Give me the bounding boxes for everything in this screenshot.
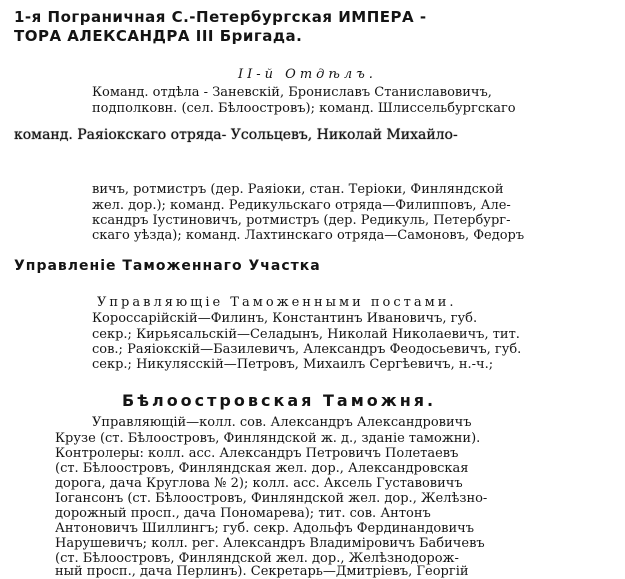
text-line: секр.; Никулясскій—Петровъ, Михаилъ Сергѣевичъ, н.-ч.; [92, 357, 494, 372]
department-subtitle: II-й Отдѣлъ. [238, 67, 377, 82]
text-line: вичъ, ротмистръ (дер. Раяіоки, стан. Теріоки, Финляндской [92, 182, 504, 197]
text-line: Крузе (ст. Бѣлоостровъ, Финляндской ж. д., зданіе таможни). [55, 431, 481, 446]
text-line: секр.; Кирьясальскій—Селадынъ, Николай Николаевичъ, тит. [92, 327, 520, 342]
text-line: сов.; Раяіокскій—Базилевичъ, Александръ Феодосьевичъ, губ. [92, 342, 522, 357]
brigade-title-line1: 1-я Пограничная С.-Петербургская ИМПЕРА - [14, 8, 427, 26]
text-line: Команд. отдѣла - Заневскій, Брониславъ Станиславовичъ, [92, 85, 492, 100]
text-line: (ст. Бѣлоостровъ, Финляндской жел. дор., Желѣзнодорож- [55, 551, 459, 566]
customs-house-title: Бѣлоостровская Таможня. [122, 391, 437, 410]
text-line: (ст. Бѣлоостровъ, Финляндская жел. дор., Александровская [55, 461, 469, 476]
text-line: подполковн. (сел. Бѣлоостровъ); команд. Шлиссельбургскаго [92, 101, 516, 116]
brigade-title-line2: ТОРА АЛЕКСАНДРА III Бригада. [14, 27, 303, 45]
text-line: жел. дор.); команд. Редикульскаго отряда—Филипповъ, Але- [92, 198, 511, 213]
text-line: ный просп., дача Перлинъ). Секретарь—Дмитріевъ, Георгій [55, 564, 469, 579]
text-line: Іогансонъ (ст. Бѣлоостровъ, Финляндской жел. дор., Желѣзно- [55, 491, 488, 506]
text-line: Короссарійскій—Филинъ, Константинъ Ивановичъ, губ. [92, 311, 478, 326]
text-line: Нарушевичъ; колл. рег. Александръ Владиміровичъ Бабичевъ [55, 536, 485, 551]
posts-subtitle: Управляющіе Таможенными постами. [97, 295, 457, 310]
text-line: Управляющій—колл. сов. Александръ Александровичъ [92, 415, 472, 430]
text-line: ксандръ Іустиновичъ, ротмистръ (дер. Редикуль, Петербург- [92, 213, 511, 228]
text-line: команд. Раяіокскаго отряда- Усольцевъ, Николай Михайло- [14, 127, 458, 143]
customs-district-title: Управленіе Таможеннаго Участка [14, 258, 321, 274]
text-line: дорога, дача Круглова № 2); колл. асс. Аксель Густавовичъ [55, 476, 463, 491]
text-line: Контролеры: колл. асс. Александръ Петровичъ Полетаевъ [55, 446, 459, 461]
text-line: скаго уѣзда); команд. Лахтинскаго отряда—Самоновъ, Федоръ [92, 228, 525, 243]
text-line: Антоновичъ Шиллингъ; губ. секр. Адольфъ Фердинандовичъ [55, 521, 475, 536]
text-line: дорожный просп., дача Пономарева); тит. сов. Антонъ [55, 506, 431, 521]
